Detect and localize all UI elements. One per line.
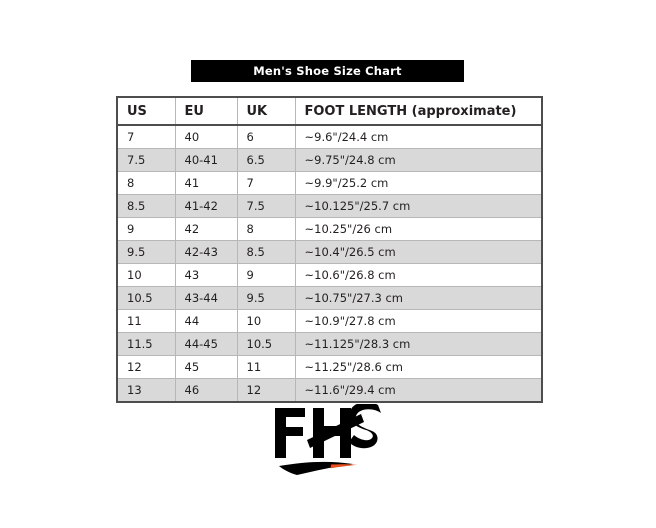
table-row — [117, 264, 542, 287]
cell-foot-length: ~11.25"/28.6 cm — [295, 356, 542, 379]
cell-uk: 10 — [237, 310, 295, 333]
cell-foot-length: ~9.75"/24.8 cm — [295, 149, 542, 172]
cell-us: 10 — [117, 264, 175, 287]
cell-eu: 46 — [175, 379, 237, 403]
cell-uk: 12 — [237, 379, 295, 403]
cell-uk: 7 — [237, 172, 295, 195]
size-chart-table-wrap — [116, 96, 541, 403]
column-header-us: US — [117, 97, 175, 125]
cell-foot-length: ~11.6"/29.4 cm — [295, 379, 542, 403]
cell-foot-length: ~10.4"/26.5 cm — [295, 241, 542, 264]
table-row — [117, 149, 542, 172]
size-chart-table — [116, 96, 543, 403]
cell-foot-length: ~10.25"/26 cm — [295, 218, 542, 241]
cell-foot-length: ~10.6"/26.8 cm — [295, 264, 542, 287]
table-row — [117, 333, 542, 356]
fhs-logo-icon — [269, 404, 387, 476]
cell-foot-length: ~11.125"/28.3 cm — [295, 333, 542, 356]
cell-us: 7.5 — [117, 149, 175, 172]
cell-eu: 43-44 — [175, 287, 237, 310]
cell-eu: 43 — [175, 264, 237, 287]
cell-eu: 45 — [175, 356, 237, 379]
table-row — [117, 379, 542, 403]
cell-foot-length: ~10.125"/25.7 cm — [295, 195, 542, 218]
cell-eu: 42 — [175, 218, 237, 241]
table-row — [117, 287, 542, 310]
cell-eu: 40-41 — [175, 149, 237, 172]
cell-us: 8.5 — [117, 195, 175, 218]
cell-us: 13 — [117, 379, 175, 403]
cell-uk: 7.5 — [237, 195, 295, 218]
cell-foot-length: ~10.75"/27.3 cm — [295, 287, 542, 310]
table-row — [117, 310, 542, 333]
cell-us: 8 — [117, 172, 175, 195]
cell-us: 10.5 — [117, 287, 175, 310]
column-header-uk: UK — [237, 97, 295, 125]
column-header-foot-length: FOOT LENGTH (approximate) — [295, 97, 542, 125]
fhs-logo — [269, 404, 387, 476]
cell-us: 12 — [117, 356, 175, 379]
column-header-eu: EU — [175, 97, 237, 125]
cell-uk: 11 — [237, 356, 295, 379]
table-row — [117, 356, 542, 379]
cell-uk: 9 — [237, 264, 295, 287]
page-title: Men's Shoe Size Chart — [191, 60, 464, 82]
cell-us: 9 — [117, 218, 175, 241]
cell-eu: 41 — [175, 172, 237, 195]
cell-eu: 44-45 — [175, 333, 237, 356]
table-row — [117, 195, 542, 218]
table-header-row — [117, 97, 542, 125]
cell-uk: 8.5 — [237, 241, 295, 264]
cell-eu: 42-43 — [175, 241, 237, 264]
cell-eu: 44 — [175, 310, 237, 333]
cell-uk: 9.5 — [237, 287, 295, 310]
cell-uk: 8 — [237, 218, 295, 241]
table-body — [117, 125, 542, 402]
cell-foot-length: ~9.9"/25.2 cm — [295, 172, 542, 195]
table-header — [117, 97, 542, 125]
cell-us: 7 — [117, 125, 175, 149]
cell-us: 9.5 — [117, 241, 175, 264]
cell-uk: 6 — [237, 125, 295, 149]
cell-uk: 6.5 — [237, 149, 295, 172]
table-row — [117, 172, 542, 195]
cell-uk: 10.5 — [237, 333, 295, 356]
cell-eu: 40 — [175, 125, 237, 149]
table-row — [117, 218, 542, 241]
table-row — [117, 125, 542, 149]
cell-eu: 41-42 — [175, 195, 237, 218]
cell-us: 11 — [117, 310, 175, 333]
cell-foot-length: ~9.6"/24.4 cm — [295, 125, 542, 149]
cell-foot-length: ~10.9"/27.8 cm — [295, 310, 542, 333]
table-row — [117, 241, 542, 264]
cell-us: 11.5 — [117, 333, 175, 356]
